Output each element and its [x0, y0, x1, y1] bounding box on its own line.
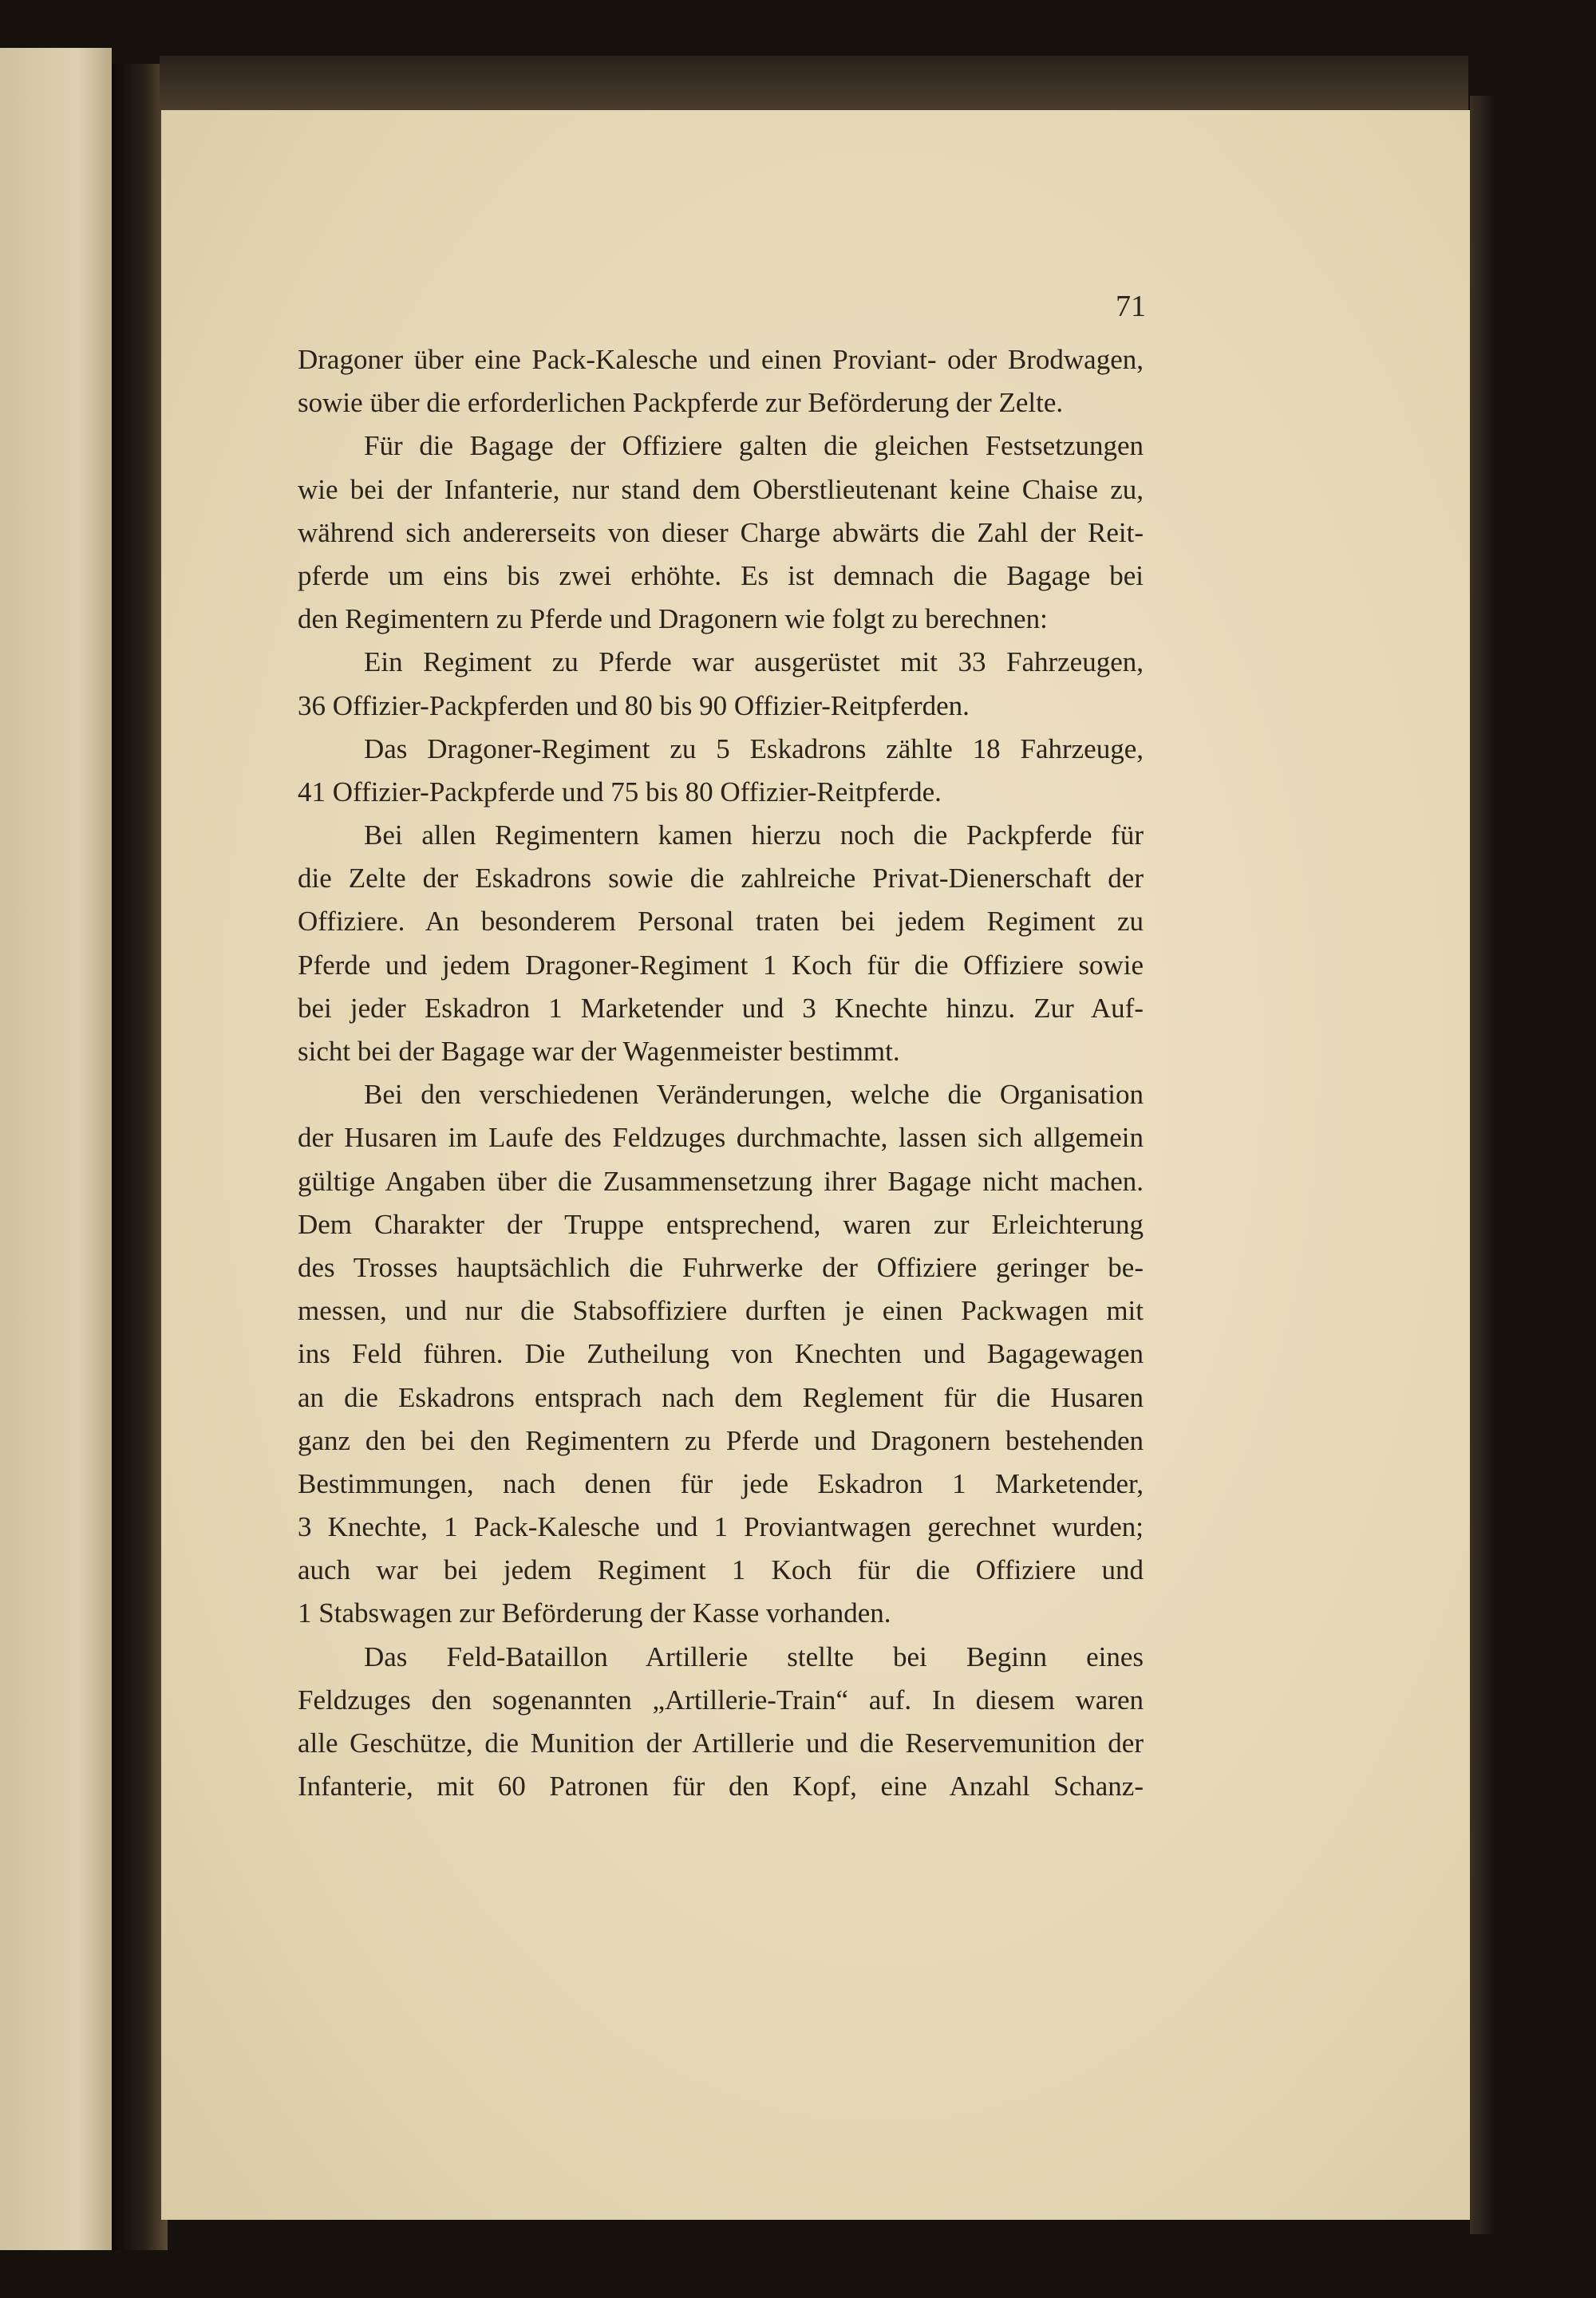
text-line: Das Dragoner-Regiment zu 5 Eskadrons zählte 18 Fahrzeuge, — [364, 732, 1144, 764]
text-line: sowie über die erforderlichen Packpferde zur Beförderung der Zelte. — [298, 387, 1064, 419]
book-cover-edge — [160, 56, 1468, 112]
text-line: während sich andererseits von dieser Charge abwärts die Zahl der Reit- — [298, 516, 1144, 548]
text-line: Bestimmungen, nach denen für jede Eskadron 1 Marketender, — [298, 1467, 1144, 1499]
page-number: 71 — [1116, 290, 1146, 323]
text-line: Infanterie, mit 60 Patronen für den Kopf, eine Anzahl Schanz- — [298, 1771, 1144, 1802]
text-line: den Regimentern zu Pferde und Dragonern wie folgt zu berechnen: — [298, 603, 1048, 635]
text-line: gültige Angaben über die Zusammensetzung ihrer Bagage nicht machen. — [298, 1165, 1144, 1197]
text-line: bei jeder Eskadron 1 Marketender und 3 Knechte hinzu. Zur Auf- — [298, 992, 1144, 1024]
paragraph — [298, 728, 1144, 814]
text-line: des Trosses hauptsächlich die Fuhrwerke der Offiziere geringer be- — [298, 1251, 1144, 1283]
text-line: 41 Offizier-Packpferde und 75 bis 80 Offizier-Reitpferde. — [298, 776, 942, 807]
book-cover-right-edge — [1470, 96, 1494, 2234]
text-line: 36 Offizier-Packpferden und 80 bis 90 Offizier-Reitpferden. — [298, 689, 970, 721]
paragraph — [298, 424, 1144, 641]
paragraph — [298, 641, 1144, 727]
paragraph — [298, 338, 1144, 424]
text-line: die Zelte der Eskadrons sowie die zahlreiche Privat-Dienerschaft der — [298, 863, 1144, 894]
paragraph — [298, 1636, 1144, 1809]
paragraph — [298, 1073, 1144, 1635]
text-line: alle Geschütze, die Munition der Artillerie und die Reservemunition der — [298, 1727, 1144, 1759]
text-line: 3 Knechte, 1 Pack-Kalesche und 1 Proviantwagen gerechnet wurden; — [298, 1511, 1144, 1543]
text-line: Pferde und jedem Dragoner-Regiment 1 Koch für die Offiziere sowie — [298, 949, 1144, 981]
book-gutter-shadow — [112, 64, 168, 2250]
text-line: Bei allen Regimentern kamen hierzu noch die Packpferde für — [364, 819, 1144, 851]
text-line: sicht bei der Bagage war der Wagenmeister bestimmt. — [298, 1036, 900, 1067]
text-line: messen, und nur die Stabsoffiziere durften je einen Packwagen mit — [298, 1295, 1144, 1327]
text-line: Bei den verschiedenen Veränderungen, welche die Organisation — [364, 1079, 1144, 1111]
text-line: Feldzuges den sogenannten „Artillerie-Train“ auf. In diesem waren — [298, 1684, 1144, 1716]
text-line: Dragoner über eine Pack-Kalesche und einen Proviant- oder Brodwagen, — [298, 344, 1144, 375]
text-line: Ein Regiment zu Pferde war ausgerüstet mit 33 Fahrzeugen, — [364, 646, 1144, 678]
body-text — [298, 338, 1144, 1808]
text-line: Dem Charakter der Truppe entsprechend, waren zur Erleichterung — [298, 1208, 1144, 1240]
text-line: Das Feld-Bataillon Artillerie stellte bei Beginn eines — [364, 1641, 1144, 1672]
text-line: an die Eskadrons entsprach nach dem Reglement für die Husaren — [298, 1381, 1144, 1413]
text-line: Offiziere. An besonderem Personal traten bei jedem Regiment zu — [298, 906, 1144, 938]
facing-page-edge — [0, 48, 112, 2250]
text-line: ganz den bei den Regimentern zu Pferde und Dragonern bestehenden — [298, 1424, 1144, 1456]
text-line: auch war bei jedem Regiment 1 Koch für die Offiziere und — [298, 1554, 1144, 1586]
text-line: 1 Stabswagen zur Beförderung der Kasse vorhanden. — [298, 1597, 891, 1629]
text-line: wie bei der Infanterie, nur stand dem Oberstlieutenant keine Chaise zu, — [298, 473, 1144, 505]
text-line: ins Feld führen. Die Zutheilung von Knechten und Bagagewagen — [298, 1338, 1144, 1370]
text-line: Für die Bagage der Offiziere galten die gleichen Festsetzungen — [364, 430, 1144, 462]
text-line: der Husaren im Laufe des Feldzuges durchmachte, lassen sich allgemein — [298, 1122, 1144, 1154]
text-line: pferde um eins bis zwei erhöhte. Es ist demnach die Bagage bei — [298, 559, 1144, 591]
paragraph — [298, 814, 1144, 1073]
